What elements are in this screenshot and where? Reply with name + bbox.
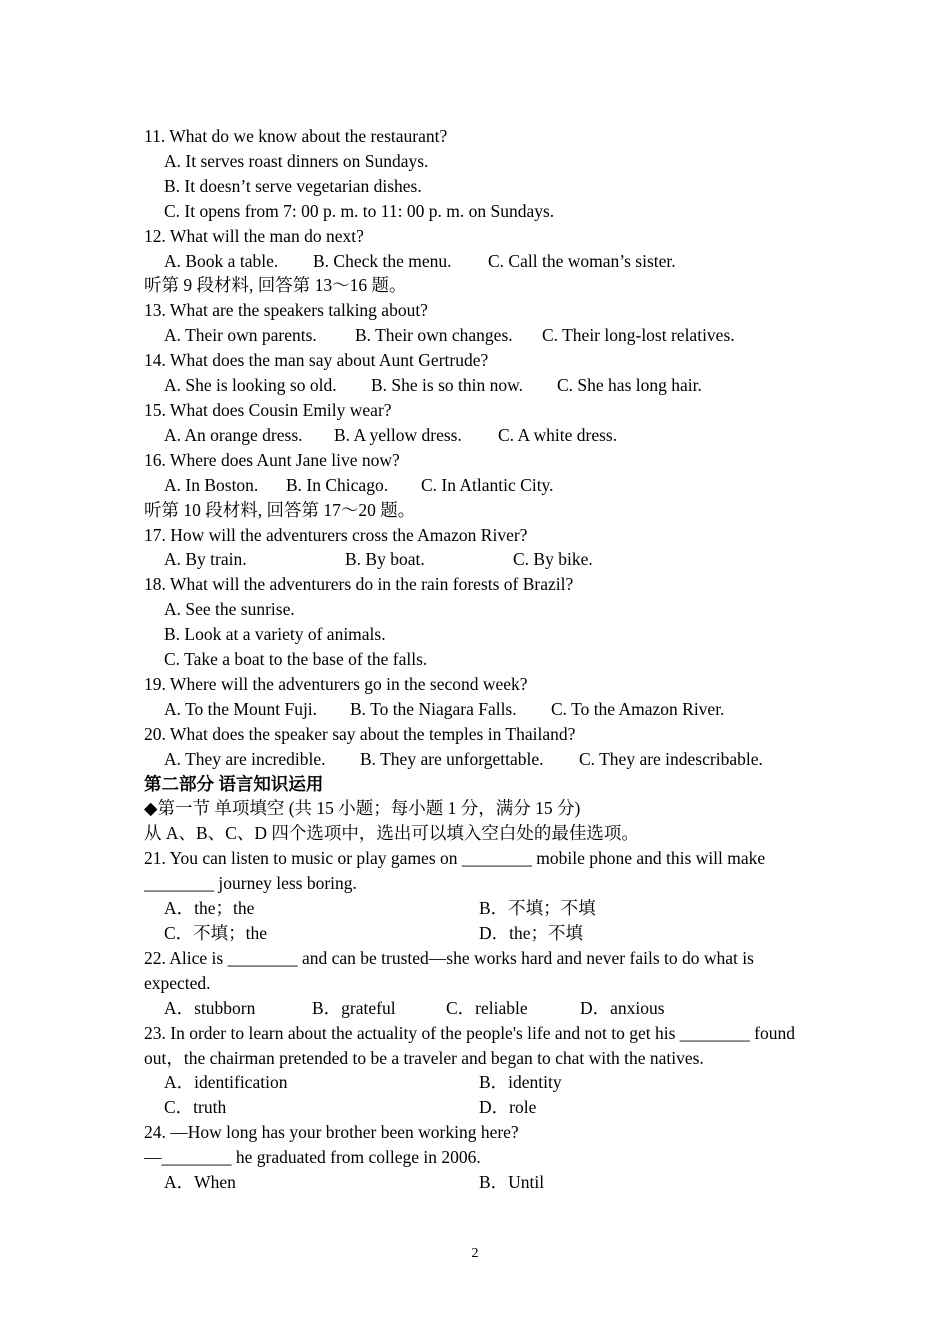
q21-option-d: D．the；不填: [479, 923, 584, 943]
q19-option-a: A. To the Mount Fuji.: [164, 698, 318, 719]
question-23: 23. In order to learn about the actuality of the people's life and not to get his ________ found out，the chairman pretended to be a traveler and began to chat with the natives.: [144, 1022, 795, 1068]
q17-option-a: A. By train.: [164, 549, 247, 570]
q21-options-row-1: [144, 896, 809, 921]
q15-options: [144, 423, 809, 448]
question-12: 12. What will the man do next?: [144, 225, 364, 246]
q22-options: [144, 996, 809, 1021]
q23-options-row-2: [144, 1095, 809, 1120]
section-one-instruction: 从 A、B、C、D 四个选项中，选出可以填入空白处的最佳选项。: [144, 823, 639, 844]
q16-option-c: C. In Atlantic City.: [421, 474, 554, 495]
question-24: 24. —How long has your brother been working here?: [144, 1122, 519, 1143]
q20-option-a: A. They are incredible.: [164, 748, 326, 769]
question-24-reply: —________ he graduated from college in 2006.: [144, 1147, 481, 1168]
q13-options: [144, 323, 809, 348]
q13-option-a: A. Their own parents.: [164, 325, 317, 346]
question-15: 15. What does Cousin Emily wear?: [144, 399, 392, 420]
q21-option-c: C．不填；the: [164, 923, 268, 943]
q17-option-c: C. By bike.: [513, 549, 593, 570]
q14-option-a: A. She is looking so old.: [164, 375, 337, 396]
page-number: 2: [471, 1246, 479, 1261]
q17-option-b: B. By boat.: [345, 549, 425, 570]
question-18: 18. What will the adventurers do in the rain forests of Brazil?: [144, 574, 574, 595]
question-13: 13. What are the speakers talking about?: [144, 300, 428, 321]
q15-option-a: A. An orange dress.: [164, 424, 303, 445]
q23-option-c: C．truth: [164, 1097, 227, 1118]
section-one-heading: ◆第一节 单项填空 (共 15 小题；每小题 1 分，满分 15 分): [144, 798, 581, 819]
q14-option-c: C. She has long hair.: [557, 375, 702, 396]
question-17: 17. How will the adventurers cross the Amazon River?: [144, 524, 528, 545]
question-11: 11. What do we know about the restaurant?: [144, 126, 448, 146]
q18-option-a: A. See the sunrise.: [164, 599, 295, 620]
q12-option-b: B. Check the menu.: [313, 250, 452, 271]
q12-options: [144, 249, 809, 274]
q19-options: [144, 697, 809, 722]
q11-option-a: A. It serves roast dinners on Sundays.: [164, 150, 429, 171]
page-content: [144, 124, 809, 1195]
q14-options: [144, 373, 809, 398]
q14-option-b: B. She is so thin now.: [371, 375, 524, 396]
q24-option-b: B．Until: [479, 1172, 545, 1193]
q23-option-a: A．identification: [164, 1072, 288, 1093]
q24-option-a: A．When: [164, 1172, 236, 1193]
q15-option-c: C. A white dress.: [498, 424, 618, 445]
question-14: 14. What does the man say about Aunt Gertrude?: [144, 350, 489, 371]
q23-options-row-1: [144, 1070, 809, 1095]
question-16: 16. Where does Aunt Jane live now?: [144, 449, 400, 470]
section-instruction-10: 听第 10 段材料, 回答第 17～20 题。: [144, 499, 416, 520]
q19-option-b: B. To the Niagara Falls.: [350, 698, 517, 719]
q16-option-a: A. In Boston.: [164, 474, 259, 495]
q20-option-b: B. They are unforgettable.: [360, 748, 544, 769]
question-21: 21. You can listen to music or play games on ________ mobile phone and this will make ________ journey less boring.: [144, 848, 766, 894]
q23-option-b: B．identity: [479, 1072, 562, 1093]
q12-option-a: A. Book a table.: [164, 250, 279, 271]
q22-option-b: B．grateful: [312, 997, 396, 1018]
q21-option-b: B．不填；不填: [479, 898, 596, 919]
question-20: 20. What does the speaker say about the temples in Thailand?: [144, 723, 576, 744]
q19-option-c: C. To the Amazon River.: [551, 698, 725, 719]
q21-option-a: A．the；the: [164, 898, 255, 919]
q21-options-row-2: [144, 921, 809, 946]
q13-option-b: B. Their own changes.: [355, 325, 513, 346]
q18-option-c: C. Take a boat to the base of the falls.: [164, 649, 428, 670]
q22-option-c: C．reliable: [446, 997, 528, 1018]
q11-option-b: B. It doesn’t serve vegetarian dishes.: [164, 175, 422, 196]
q24-options: [144, 1170, 809, 1195]
q16-options: [144, 473, 809, 498]
q15-option-b: B. A yellow dress.: [334, 424, 462, 445]
part-two-heading: 第二部分 语言知识运用: [144, 773, 324, 794]
q22-option-d: D．anxious: [580, 997, 665, 1018]
q16-option-b: B. In Chicago.: [286, 474, 389, 495]
q20-options: [144, 747, 809, 772]
section-instruction-9: 听第 9 段材料, 回答第 13～16 题。: [144, 275, 407, 296]
q13-option-c: C. Their long-lost relatives.: [542, 325, 735, 346]
question-19: 19. Where will the adventurers go in the second week?: [144, 673, 528, 694]
q12-option-c: C. Call the woman’s sister.: [488, 250, 676, 271]
q20-option-c: C. They are indescribable.: [579, 748, 763, 769]
q23-option-d: D．role: [479, 1097, 537, 1118]
q11-option-c: C. It opens from 7: 00 p. m. to 11: 00 p. m. on Sundays.: [164, 200, 555, 221]
q18-option-b: B. Look at a variety of animals.: [164, 624, 386, 645]
question-22: 22. Alice is ________ and can be trusted—she works hard and never fails to do what is expected.: [144, 947, 754, 993]
q22-option-a: A．stubborn: [164, 997, 256, 1018]
q17-options: [144, 547, 809, 572]
